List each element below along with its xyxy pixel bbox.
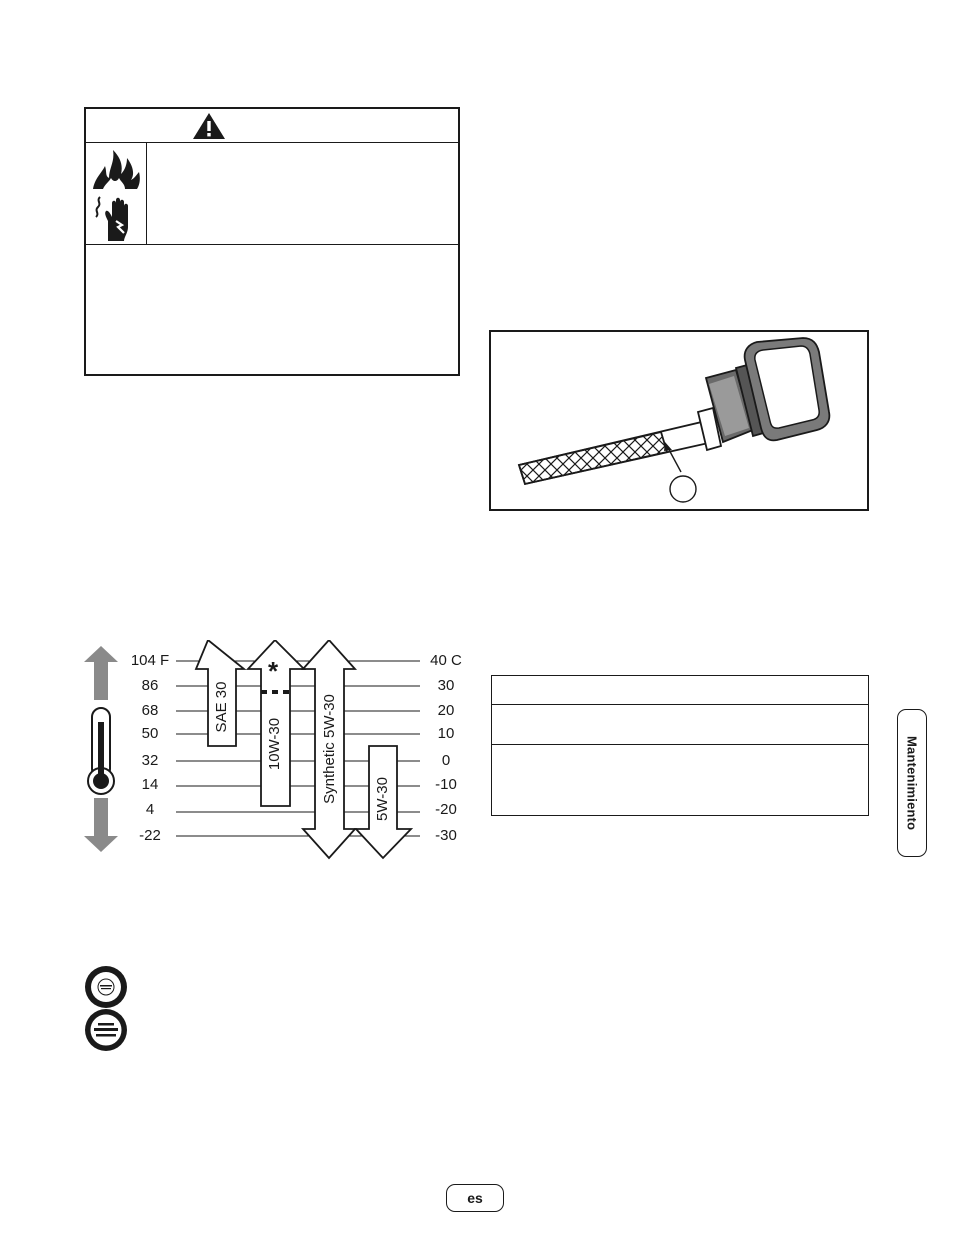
warning-header bbox=[86, 109, 458, 143]
section-side-tab bbox=[897, 709, 927, 857]
dipstick-figure bbox=[489, 330, 869, 511]
for-gasoline-engines-seal-icon bbox=[85, 1009, 127, 1051]
language-page-tag: es bbox=[446, 1184, 504, 1212]
electric-shock-hand-icon bbox=[94, 195, 142, 243]
grade-label-5w30: 5W-30 bbox=[374, 777, 391, 821]
warning-icon-column bbox=[86, 143, 147, 245]
fahrenheit-tick: 4 bbox=[145, 801, 155, 818]
celsius-tick: -20 bbox=[435, 801, 457, 818]
celsius-tick: 20 bbox=[437, 702, 455, 719]
celsius-tick: 40 C bbox=[430, 652, 462, 669]
fire-hazard-icon bbox=[91, 148, 143, 190]
warning-divider bbox=[86, 244, 458, 245]
fahrenheit-tick: 32 bbox=[141, 752, 159, 769]
spec-table bbox=[491, 675, 869, 816]
grade-label-sae30: SAE 30 bbox=[213, 681, 230, 733]
api-service-symbol-icon bbox=[85, 966, 127, 1008]
celsius-tick: -10 bbox=[435, 776, 457, 793]
fahrenheit-tick: 68 bbox=[141, 702, 159, 719]
grade-label-synthetic-5w30: Synthetic 5W-30 bbox=[321, 694, 338, 804]
fahrenheit-tick: -22 bbox=[139, 827, 161, 844]
oil-certification-symbols bbox=[84, 965, 130, 1051]
fahrenheit-tick: 104 F bbox=[130, 652, 170, 669]
dipstick-illustration bbox=[491, 332, 867, 509]
asterisk-note-marker: * bbox=[268, 656, 279, 686]
thermometer-icon bbox=[88, 708, 114, 794]
fahrenheit-tick: 86 bbox=[141, 677, 159, 694]
celsius-tick: 10 bbox=[437, 725, 455, 742]
celsius-tick: -30 bbox=[435, 827, 457, 844]
warning-triangle-icon bbox=[192, 112, 226, 140]
celsius-tick: 30 bbox=[437, 677, 455, 694]
section-tab-label: Mantenimiento bbox=[904, 735, 920, 831]
oil-viscosity-chart bbox=[80, 640, 470, 860]
warning-box bbox=[84, 107, 460, 376]
table-row-divider bbox=[492, 704, 868, 705]
callout-circle bbox=[670, 476, 696, 502]
grade-label-10w30: 10W-30 bbox=[266, 717, 283, 771]
celsius-tick: 0 bbox=[441, 752, 451, 769]
table-row-divider bbox=[492, 744, 868, 745]
fahrenheit-tick: 14 bbox=[141, 776, 159, 793]
fahrenheit-tick: 50 bbox=[141, 725, 159, 742]
